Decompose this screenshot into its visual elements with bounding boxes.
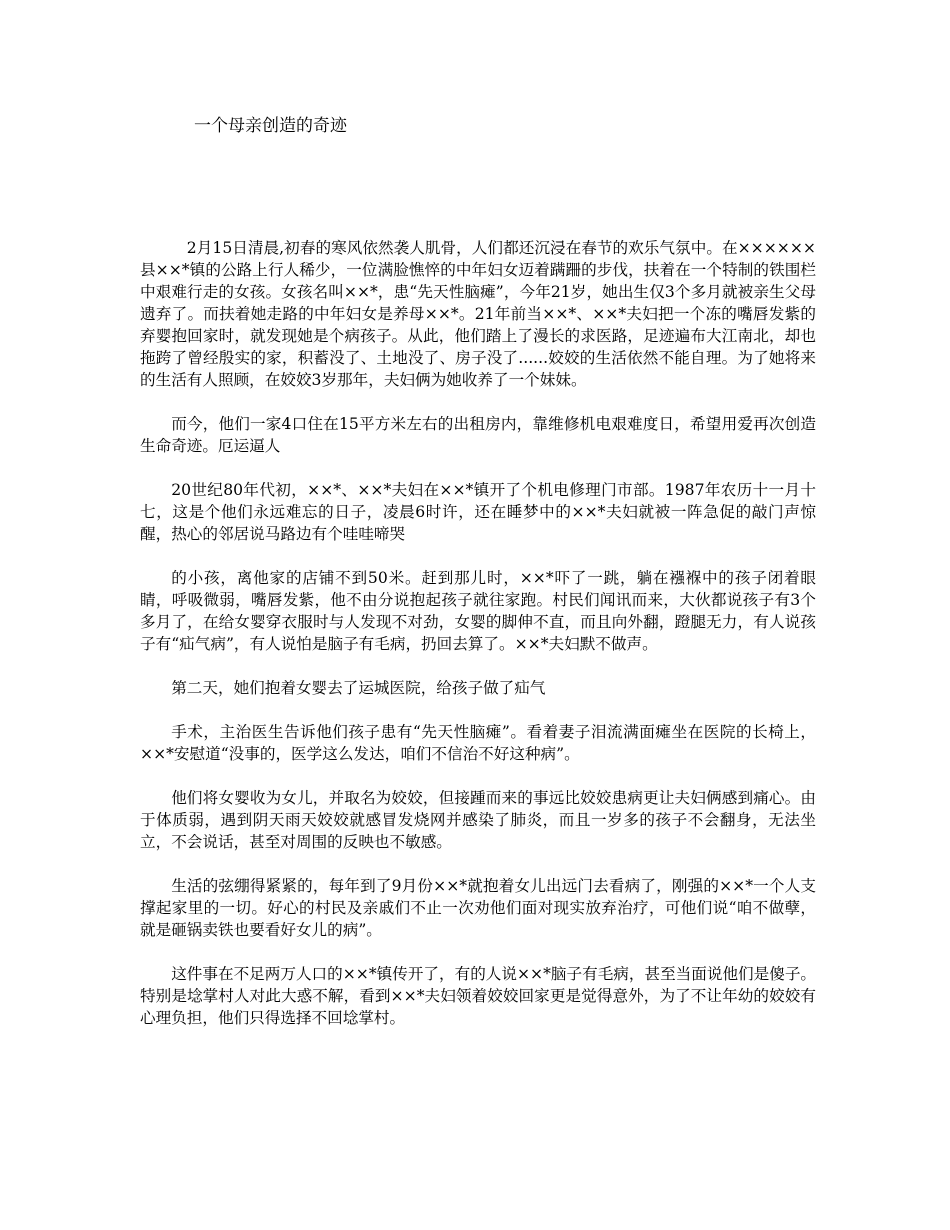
paragraph-4: 的小孩，离他家的店铺不到50米。赶到那儿时，××*吓了一跳，躺在襁褓中的孩子闭着眼睛，呼吸微弱，嘴唇发紫，他不由分说抱起孩子就往家跑。村民们闻讯而来，大伙都说孩子有3个多月了，在给女婴穿衣服时与人发现不对劲，女婴的脚伸不直，而且向外翻，蹬腿无力，有人说孩子有“疝气病”，有人说怕是脑子有毛病，扔回去算了。××*夫妇默不做声。 — [140, 569, 816, 653]
paragraph-1: 2月15日清晨,初春的寒风依然袭人肌骨，人们都还沉浸在春节的欢乐气氛中。在××××××县××*镇的公路上行人稀少，一位满脸憔悴的中年妇女迈着蹒跚的步伐，扶着在一个特制的铁围栏中艰难行走的女孩。女孩名叫××*，患“先天性脑瘫”，今年21岁，她出生仅3个多月就被亲生父母遗弃了。而扶着她走路的中年妇女是养母××*。21年前当××*、××*夫妇把一个冻的嘴唇发紫的弃婴抱回家时，就发现她是个病孩子。从此，他们踏上了漫长的求医路，足迹遍布大江南北，却也拖跨了曾经殷实的家，积蓄没了、土地没了、房子没了......姣姣的生活依然不能自理。为了她将来的生活有人照顾，在姣姣3岁那年，夫妇俩为她收养了一个妹妹。 — [140, 239, 816, 389]
paragraph-2: 而今，他们一家4口住在15平方米左右的出租房内，靠维修机电艰难度日，希望用爱再次创造生命奇迹。厄运逼人 — [140, 415, 816, 455]
paragraph-9: 这件事在不足两万人口的××*镇传开了，有的人说××*脑子有毛病，甚至当面说他们是傻子。特别是埝掌村人对此大惑不解，看到××*夫妇领着姣姣回家更是觉得意外，为了不让年幼的姣姣有心理负担，他们只得选择不回埝掌村。 — [140, 965, 817, 1027]
paragraph-7: 他们将女婴收为女儿，并取名为姣姣，但接踵而来的事远比姣姣患病更让夫妇俩感到痛心。由于体质弱，遇到阴天雨天姣姣就感冒发烧网并感染了肺炎，而且一岁多的孩子不会翻身，无法坐立，不会说话，甚至对周围的反映也不敏感。 — [140, 789, 816, 851]
paragraph-6: 手术，主治医生告诉他们孩子患有“先天性脑瘫”。看着妻子泪流满面瘫坐在医院的长椅上，××*安慰道“没事的，医学这么发达，咱们不信治不好这种病”。 — [140, 723, 816, 763]
paragraph-8: 生活的弦绷得紧紧的，每年到了9月份××*就抱着女儿出远门去看病了，刚强的××*一个人支撑起家里的一切。好心的村民及亲戚们不止一次劝他们面对现实放弃治疗，可他们说“咱不做孽，就是砸锅卖铁也要看好女儿的病”。 — [140, 877, 816, 939]
document-title: 一个母亲创造的奇迹 — [194, 116, 347, 136]
paragraph-3: 20世纪80年代初，××*、××*夫妇在××*镇开了个机电修理门市部。1987年农历十一月十七，这是个他们永远难忘的日子，凌晨6时许，还在睡梦中的××*夫妇就被一阵急促的敲门声惊醒，热心的邻居说马路边有个哇哇啼哭 — [140, 481, 816, 543]
document-body — [140, 237, 816, 1051]
paragraph-5: 第二天，她们抱着女婴去了运城医院，给孩子做了疝气 — [171, 679, 546, 697]
